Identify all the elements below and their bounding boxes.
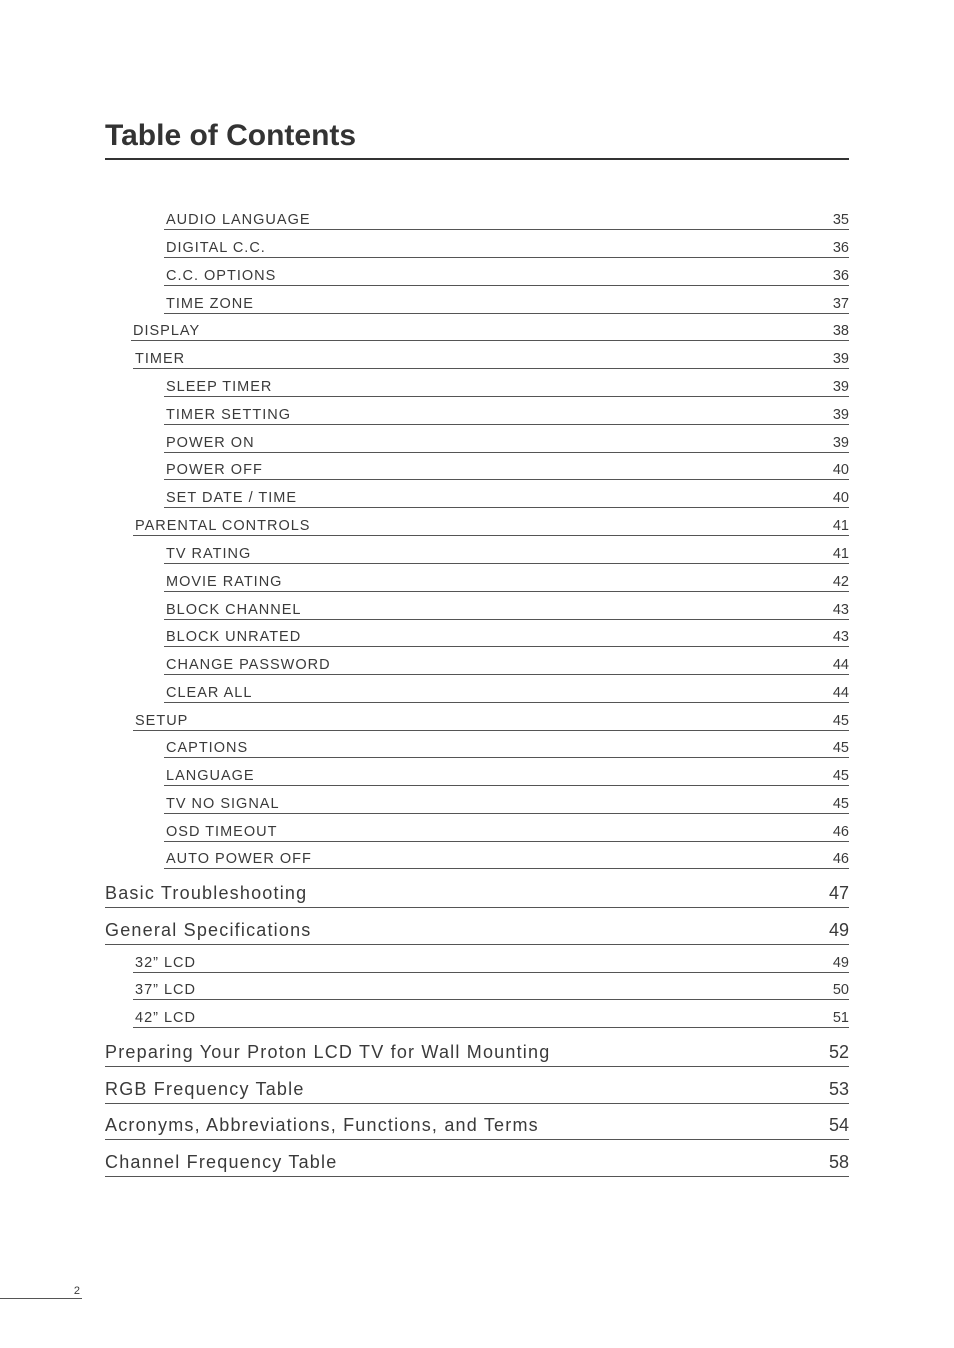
toc-entry[interactable] (164, 536, 849, 564)
toc-entry-page: 46 (832, 824, 849, 840)
toc-entry-page: 49 (832, 955, 849, 971)
toc-entry[interactable] (164, 397, 849, 425)
toc-entry[interactable] (133, 1000, 849, 1028)
toc-entry-label: BLOCK UNRATED (166, 629, 302, 645)
toc-entry-label: POWER ON (166, 435, 255, 451)
toc-entry-label: 37” LCD (135, 982, 196, 998)
toc-entry[interactable] (164, 286, 849, 314)
toc-entry-page: 37 (832, 296, 849, 312)
toc-entry[interactable] (164, 786, 849, 814)
toc-entry-page: 39 (832, 407, 849, 423)
toc-entry[interactable] (133, 972, 849, 1000)
toc-entry-page: 44 (832, 657, 849, 673)
toc-entry-page: 39 (832, 351, 849, 367)
toc-entry-label: TIME ZONE (166, 296, 254, 312)
toc-entry[interactable] (164, 452, 849, 480)
toc-entry-label: 42” LCD (135, 1010, 196, 1026)
toc-section-label: Basic Troubleshooting (105, 883, 308, 903)
toc-entry-label: DIGITAL C.C. (166, 240, 266, 256)
toc-section-label: General Specifications (105, 920, 312, 940)
toc-entry-page: 36 (832, 268, 849, 284)
toc-entry-label: 32” LCD (135, 955, 196, 971)
toc-section-label: Channel Frequency Table (105, 1152, 338, 1172)
toc-entry-label: POWER OFF (166, 462, 263, 478)
toc-entry[interactable] (164, 647, 849, 675)
toc-entry[interactable] (164, 619, 849, 647)
toc-section[interactable] (105, 1103, 849, 1140)
toc-entry-label: SET DATE / TIME (166, 490, 298, 506)
toc-entry-label: CLEAR ALL (166, 685, 253, 701)
toc-entry-label: TIMER SETTING (166, 407, 291, 423)
toc-entry-page: 39 (832, 379, 849, 395)
toc-entry-page: 44 (832, 685, 849, 701)
toc-entry-page: 46 (832, 851, 849, 867)
toc-section[interactable] (105, 1030, 849, 1067)
toc-entry-page: 50 (832, 982, 849, 998)
toc-section[interactable] (105, 1067, 849, 1104)
toc-entry-label: TV NO SIGNAL (166, 796, 280, 812)
toc-entry[interactable] (164, 258, 849, 286)
toc-section[interactable] (105, 908, 849, 945)
toc-entry-label: AUDIO LANGUAGE (166, 212, 311, 228)
toc-entry-page: 51 (832, 1010, 849, 1026)
toc-entry-page: 42 (832, 574, 849, 590)
toc-entry-label: SETUP (135, 713, 189, 729)
toc-entry-page: 43 (832, 629, 849, 645)
toc-entry[interactable] (164, 425, 849, 453)
toc-entry-page: 36 (832, 240, 849, 256)
toc-section[interactable] (105, 1140, 849, 1177)
toc-entry-label: TV RATING (166, 546, 252, 562)
toc-entry-page: 40 (832, 490, 849, 506)
toc-entry-page: 43 (832, 602, 849, 618)
toc-section-label: Acronyms, Abbreviations, Functions, and Terms (105, 1115, 539, 1135)
toc-entry[interactable] (164, 841, 849, 869)
toc-entry-label: C.C. OPTIONS (166, 268, 277, 284)
toc-entry-page: 38 (832, 323, 849, 339)
toc-entry-label: SLEEP TIMER (166, 379, 273, 395)
toc-entry[interactable] (164, 730, 849, 758)
toc-entry-page: 40 (832, 462, 849, 478)
toc-entry-label: TIMER (135, 351, 186, 367)
toc-entry-page: 45 (832, 796, 849, 812)
toc-entry[interactable] (131, 313, 849, 341)
toc-section-label: Preparing Your Proton LCD TV for Wall Mounting (105, 1042, 551, 1062)
toc-entry-label: DISPLAY (133, 323, 201, 339)
toc-section-label: RGB Frequency Table (105, 1079, 305, 1099)
toc-entry-page: 45 (832, 740, 849, 756)
toc-entry-label: BLOCK CHANNEL (166, 602, 302, 618)
toc-entry[interactable] (164, 230, 849, 258)
toc-entry-page: 45 (832, 713, 849, 729)
toc-entry-label: OSD TIMEOUT (166, 824, 278, 840)
toc-entry[interactable] (164, 564, 849, 592)
page-number: 2 (0, 1285, 82, 1299)
toc-entry[interactable] (164, 814, 849, 842)
toc-entry[interactable] (133, 508, 849, 536)
toc-entry-label: LANGUAGE (166, 768, 255, 784)
toc-entry[interactable] (133, 341, 849, 369)
toc-entry-label: MOVIE RATING (166, 574, 283, 590)
toc-entry[interactable] (164, 369, 849, 397)
toc-section-page: 49 (828, 920, 849, 940)
toc-entry-label: AUTO POWER OFF (166, 851, 312, 867)
toc-entry-label: PARENTAL CONTROLS (135, 518, 311, 534)
toc-entry-page: 41 (832, 546, 849, 562)
toc-entry[interactable] (164, 202, 849, 230)
toc-entry-page: 35 (832, 212, 849, 228)
toc-entry-page: 45 (832, 768, 849, 784)
toc-entry-page: 41 (832, 518, 849, 534)
toc-entry[interactable] (133, 703, 849, 731)
toc-section-page: 53 (828, 1079, 849, 1099)
toc-entry-page: 39 (832, 435, 849, 451)
toc-entry[interactable] (164, 675, 849, 703)
toc-entry[interactable] (164, 758, 849, 786)
toc-section-page: 52 (828, 1042, 849, 1062)
toc-entry[interactable] (164, 480, 849, 508)
page-title: Table of Contents (105, 119, 849, 160)
toc-section-page: 47 (828, 883, 849, 903)
toc-entry-label: CAPTIONS (166, 740, 249, 756)
toc-entry[interactable] (133, 945, 849, 973)
toc-section-page: 54 (828, 1115, 849, 1135)
toc-section[interactable] (105, 871, 849, 908)
toc-section-page: 58 (828, 1152, 849, 1172)
toc-entry[interactable] (164, 592, 849, 620)
toc-entry-label: CHANGE PASSWORD (166, 657, 331, 673)
